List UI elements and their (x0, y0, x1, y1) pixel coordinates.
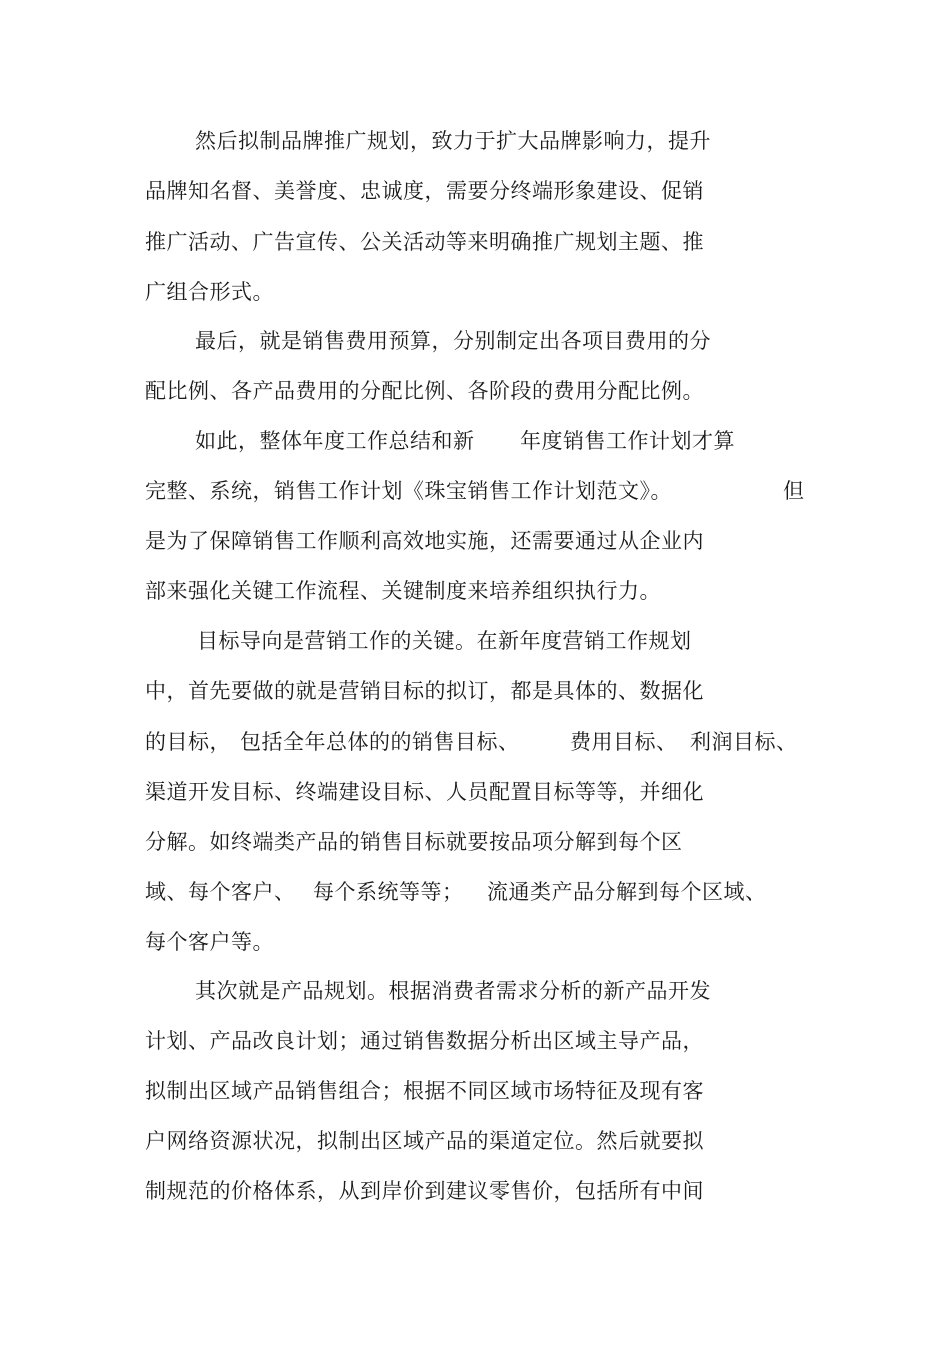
text-line: 每个客户等。 (145, 930, 274, 954)
text-line: 年度销售工作计划才算 (520, 429, 735, 453)
text-line: 的目标， (145, 730, 231, 754)
text-line: 完整、系统，销售工作计划《珠宝销售工作计划范文》。 (145, 479, 672, 503)
text-line: 域、每个客户、 (145, 880, 296, 904)
text-line: 利润目标、 (690, 730, 798, 754)
text-line: 制规范的价格体系，从到岸价到建议零售价，包括所有中间 (145, 1179, 704, 1203)
text-line: 是为了保障销售工作顺利高效地实施，还需要通过从企业内 (145, 529, 704, 553)
text-line: 其次就是产品规划。根据消费者需求分析的新产品开发 (195, 979, 711, 1003)
text-line: 拟制出区域产品销售组合；根据不同区域市场特征及现有客 (145, 1079, 704, 1103)
text-line: 每个系统等等； (313, 880, 464, 904)
text-line: 配比例、各产品费用的分配比例、各阶段的费用分配比例。 (145, 379, 704, 403)
text-line: 然后拟制品牌推广规划，致力于扩大品牌影响力，提升 (195, 129, 711, 153)
text-line: 品牌知名督、美誉度、忠诚度，需要分终端形象建设、促销 (145, 179, 704, 203)
text-line: 费用目标、 (570, 730, 678, 754)
text-line: 广组合形式。 (145, 280, 274, 304)
text-line: 流通类产品分解到每个区域、 (487, 880, 767, 904)
text-line: 渠道开发目标、终端建设目标、人员配置目标等等，并细化 (145, 780, 704, 804)
text-line: 包括全年总体的的销售目标、 (240, 730, 520, 754)
text-line: 如此，整体年度工作总结和新 (195, 429, 475, 453)
text-line: 但 (783, 479, 805, 503)
text-line: 中，首先要做的就是营销目标的拟订，都是具体的、数据化 (145, 679, 704, 703)
text-line: 分解。如终端类产品的销售目标就要按品项分解到每个区 (145, 830, 683, 854)
text-line: 户网络资源状况，拟制出区域产品的渠道定位。然后就要拟 (145, 1129, 704, 1153)
text-line: 最后，就是销售费用预算，分别制定出各项目费用的分 (195, 329, 711, 353)
text-line: 部来强化关键工作流程、关键制度来培养组织执行力。 (145, 579, 661, 603)
text-line: 推广活动、广告宣传、公关活动等来明确推广规划主题、推 (145, 230, 704, 254)
text-line: 计划、产品改良计划；通过销售数据分析出区域主导产品， (145, 1029, 704, 1053)
text-line: 目标导向是营销工作的关键。在新年度营销工作规划 (197, 629, 692, 653)
